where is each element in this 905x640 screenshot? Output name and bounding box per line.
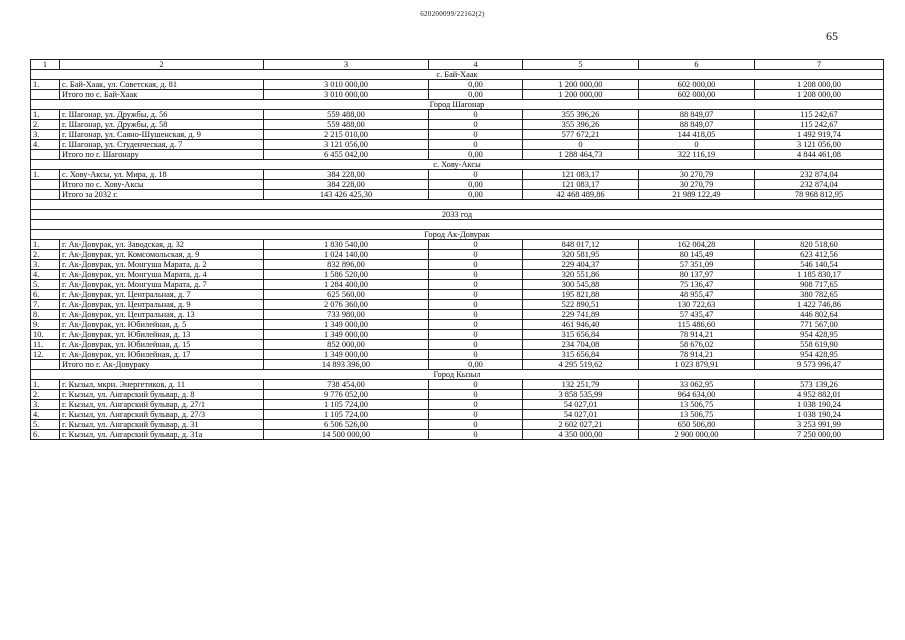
amount-cell: 121 083,17 xyxy=(523,170,639,180)
amount-cell: 1 023 879,91 xyxy=(639,360,755,370)
document-code: 620200099/22162(2) xyxy=(420,10,485,18)
row-number xyxy=(31,360,60,370)
amount-cell: 0 xyxy=(429,380,523,390)
section-title: с. Бай-Хаак xyxy=(31,70,884,80)
amount-cell: 0 xyxy=(429,330,523,340)
table-body xyxy=(31,60,884,440)
table-row xyxy=(31,240,884,250)
amount-cell: 130 722,63 xyxy=(639,300,755,310)
amount-cell: 0 xyxy=(429,120,523,130)
amount-cell: 546 140,54 xyxy=(755,260,884,270)
amount-cell: 80 145,49 xyxy=(639,250,755,260)
amount-cell: 162 004,28 xyxy=(639,240,755,250)
amount-cell: 21 989 122,49 xyxy=(639,190,755,200)
amount-cell: 42 468 489,86 xyxy=(523,190,639,200)
amount-cell: 0 xyxy=(429,140,523,150)
row-number: 3. xyxy=(31,130,60,140)
amount-cell: 7 250 000,00 xyxy=(755,430,884,440)
amount-cell: 852 000,00 xyxy=(264,340,429,350)
column-header: 6 xyxy=(639,60,755,70)
amount-cell: 1 349 000,00 xyxy=(264,330,429,340)
row-number: 4. xyxy=(31,140,60,150)
address-cell: Итого по г. Ак-Довураку xyxy=(60,360,264,370)
section-row xyxy=(31,210,884,220)
table-row xyxy=(31,390,884,400)
address-cell: г. Кызыл, ул. Ангарский бульвар, д. 31а xyxy=(60,430,264,440)
amount-cell: 4 952 882,01 xyxy=(755,390,884,400)
amount-cell: 559 488,00 xyxy=(264,110,429,120)
amount-cell: 9 573 996,47 xyxy=(755,360,884,370)
total-row xyxy=(31,360,884,370)
table-row xyxy=(31,430,884,440)
row-number: 1. xyxy=(31,170,60,180)
amount-cell: 771 567,00 xyxy=(755,320,884,330)
table-row xyxy=(31,260,884,270)
row-number: 6. xyxy=(31,290,60,300)
amount-cell: 1 038 190,24 xyxy=(755,410,884,420)
amount-cell: 1 200 000,00 xyxy=(523,80,639,90)
amount-cell: 121 083,17 xyxy=(523,180,639,190)
amount-cell: 0 xyxy=(429,130,523,140)
amount-cell: 573 139,26 xyxy=(755,380,884,390)
amount-cell: 13 506,75 xyxy=(639,410,755,420)
address-cell: г. Ак-Довурак, ул. Юбилейная, д. 5 xyxy=(60,320,264,330)
amount-cell: 320 551,86 xyxy=(523,270,639,280)
address-cell: г. Ак-Довурак, ул. Монгуша Марата, д. 7 xyxy=(60,280,264,290)
amount-cell: 602 000,00 xyxy=(639,80,755,90)
table-row xyxy=(31,280,884,290)
amount-cell: 54 027,01 xyxy=(523,400,639,410)
row-number xyxy=(31,90,60,100)
total-row xyxy=(31,190,884,200)
address-cell: г. Кызыл, ул. Ангарский бульвар, д. 31 xyxy=(60,420,264,430)
table-row xyxy=(31,320,884,330)
address-cell: г. Кызыл, ул. Ангарский бульвар, д. 27/3 xyxy=(60,410,264,420)
row-number: 10. xyxy=(31,330,60,340)
amount-cell: 1 349 000,00 xyxy=(264,320,429,330)
amount-cell: 650 506,80 xyxy=(639,420,755,430)
amount-cell: 1 830 540,00 xyxy=(264,240,429,250)
amount-cell: 315 656,84 xyxy=(523,350,639,360)
amount-cell: 1 208 000,00 xyxy=(755,80,884,90)
table-row xyxy=(31,350,884,360)
amount-cell: 48 955,47 xyxy=(639,290,755,300)
amount-cell: 461 946,40 xyxy=(523,320,639,330)
amount-cell: 143 426 425,30 xyxy=(264,190,429,200)
amount-cell: 0 xyxy=(429,250,523,260)
table-row xyxy=(31,290,884,300)
row-number: 2. xyxy=(31,250,60,260)
amount-cell: 234 704,08 xyxy=(523,340,639,350)
amount-cell: 733 980,00 xyxy=(264,310,429,320)
amount-cell: 3 121 056,00 xyxy=(264,140,429,150)
amount-cell: 1 185 830,17 xyxy=(755,270,884,280)
row-number: 4. xyxy=(31,270,60,280)
address-cell: Итого по г. Шагонару xyxy=(60,150,264,160)
amount-cell: 0,00 xyxy=(429,90,523,100)
row-number: 5. xyxy=(31,420,60,430)
address-cell: г. Кызыл, ул. Ангарский бульвар, д. 27/1 xyxy=(60,400,264,410)
amount-cell: 144 418,05 xyxy=(639,130,755,140)
amount-cell: 0,00 xyxy=(429,360,523,370)
address-cell: Итого по с. Бай-Хаак xyxy=(60,90,264,100)
amount-cell: 2 602 027,21 xyxy=(523,420,639,430)
address-cell: Итого за 2032 г. xyxy=(60,190,264,200)
row-number: 2. xyxy=(31,120,60,130)
table-row xyxy=(31,130,884,140)
amount-cell: 3 253 991,99 xyxy=(755,420,884,430)
amount-cell: 832 896,00 xyxy=(264,260,429,270)
row-number: 2. xyxy=(31,390,60,400)
row-number: 4. xyxy=(31,410,60,420)
amount-cell: 384 228,00 xyxy=(264,170,429,180)
address-cell: с. Бай-Хаак, ул. Советская, д. 81 xyxy=(60,80,264,90)
amount-cell: 3 010 000,00 xyxy=(264,80,429,90)
amount-cell: 78 914,21 xyxy=(639,350,755,360)
amount-cell: 88 849,07 xyxy=(639,120,755,130)
section-title: 2033 год xyxy=(31,210,884,220)
table-row xyxy=(31,140,884,150)
amount-cell: 0,00 xyxy=(429,150,523,160)
spacer-cell xyxy=(31,200,884,210)
amount-cell: 1 492 919,74 xyxy=(755,130,884,140)
section-row xyxy=(31,70,884,80)
address-cell: г. Ак-Довурак, ул. Центральная, д. 9 xyxy=(60,300,264,310)
amount-cell: 13 506,75 xyxy=(639,400,755,410)
amount-cell: 738 454,00 xyxy=(264,380,429,390)
row-number: 1. xyxy=(31,240,60,250)
table-row xyxy=(31,410,884,420)
amount-cell: 0 xyxy=(429,260,523,270)
amount-cell: 0 xyxy=(429,310,523,320)
address-cell: г. Ак-Довурак, ул. Юбилейная, д. 13 xyxy=(60,330,264,340)
address-cell: г. Ак-Довурак, ул. Центральная, д. 13 xyxy=(60,310,264,320)
address-cell: г. Шагонар, ул. Дружбы, д. 56 xyxy=(60,110,264,120)
table-row xyxy=(31,250,884,260)
table-row xyxy=(31,110,884,120)
table-row xyxy=(31,120,884,130)
amount-cell: 14 500 000,00 xyxy=(264,430,429,440)
section-row xyxy=(31,160,884,170)
total-row xyxy=(31,150,884,160)
column-header: 3 xyxy=(264,60,429,70)
amount-cell: 602 000,00 xyxy=(639,90,755,100)
address-cell: г. Ак-Довурак, ул. Юбилейная, д. 17 xyxy=(60,350,264,360)
table-row xyxy=(31,340,884,350)
row-number: 8. xyxy=(31,310,60,320)
amount-cell: 6 455 042,00 xyxy=(264,150,429,160)
section-title: Город Кызыл xyxy=(31,370,884,380)
amount-cell: 1 288 464,73 xyxy=(523,150,639,160)
page-number: 65 xyxy=(826,29,838,43)
row-number: 9. xyxy=(31,320,60,330)
row-number: 7. xyxy=(31,300,60,310)
amount-cell: 4 844 461,08 xyxy=(755,150,884,160)
amount-cell: 384 228,00 xyxy=(264,180,429,190)
amount-cell: 848 017,12 xyxy=(523,240,639,250)
amount-cell: 232 874,04 xyxy=(755,180,884,190)
amount-cell: 80 137,97 xyxy=(639,270,755,280)
amount-cell: 623 412,56 xyxy=(755,250,884,260)
address-cell: г. Шагонар, ул. Дружбы, д. 58 xyxy=(60,120,264,130)
amount-cell: 0,00 xyxy=(429,80,523,90)
amount-cell: 0 xyxy=(639,140,755,150)
amount-cell: 0 xyxy=(429,420,523,430)
amount-cell: 0 xyxy=(429,240,523,250)
amount-cell: 0 xyxy=(523,140,639,150)
amount-cell: 0 xyxy=(429,290,523,300)
table-row xyxy=(31,270,884,280)
table-row xyxy=(31,310,884,320)
column-header: 4 xyxy=(429,60,523,70)
amount-cell: 3 010 000,00 xyxy=(264,90,429,100)
table-row xyxy=(31,170,884,180)
amount-cell: 0 xyxy=(429,390,523,400)
row-number: 3. xyxy=(31,260,60,270)
row-number: 1. xyxy=(31,380,60,390)
amount-cell: 320 581,95 xyxy=(523,250,639,260)
amount-cell: 0 xyxy=(429,340,523,350)
amount-cell: 964 634,00 xyxy=(639,390,755,400)
amount-cell: 75 136,47 xyxy=(639,280,755,290)
address-cell: г. Кызыл, ул. Ангарский бульвар, д. 8 xyxy=(60,390,264,400)
amount-cell: 0 xyxy=(429,270,523,280)
amount-cell: 229 404,37 xyxy=(523,260,639,270)
amount-cell: 229 741,89 xyxy=(523,310,639,320)
amount-cell: 1 586 520,00 xyxy=(264,270,429,280)
column-header: 7 xyxy=(755,60,884,70)
amount-cell: 1 105 724,00 xyxy=(264,410,429,420)
amount-cell: 908 717,65 xyxy=(755,280,884,290)
amount-cell: 78 914,21 xyxy=(639,330,755,340)
address-cell: г. Шагонар, ул. Студенческая, д. 7 xyxy=(60,140,264,150)
amount-cell: 0 xyxy=(429,410,523,420)
address-cell: г. Ак-Довурак, ул. Центральная, д. 7 xyxy=(60,290,264,300)
amount-cell: 0 xyxy=(429,320,523,330)
amount-cell: 115 486,60 xyxy=(639,320,755,330)
amount-cell: 0,00 xyxy=(429,180,523,190)
table-row xyxy=(31,300,884,310)
header-row xyxy=(31,60,884,70)
amount-cell: 1 200 000,00 xyxy=(523,90,639,100)
amount-cell: 3 858 535,99 xyxy=(523,390,639,400)
amount-cell: 625 560,00 xyxy=(264,290,429,300)
amount-cell: 3 121 056,00 xyxy=(755,140,884,150)
table-row xyxy=(31,400,884,410)
address-cell: с. Хову-Аксы, ул. Мира, д. 18 xyxy=(60,170,264,180)
section-row xyxy=(31,100,884,110)
table-row xyxy=(31,80,884,90)
amount-cell: 0 xyxy=(429,400,523,410)
amount-cell: 0 xyxy=(429,300,523,310)
amount-cell: 1 105 724,00 xyxy=(264,400,429,410)
row-number: 5. xyxy=(31,280,60,290)
amount-cell: 33 062,95 xyxy=(639,380,755,390)
amount-cell: 1 024 140,00 xyxy=(264,250,429,260)
amount-cell: 88 849,07 xyxy=(639,110,755,120)
amount-cell: 115 242,67 xyxy=(755,110,884,120)
amount-cell: 380 782,65 xyxy=(755,290,884,300)
amount-cell: 2 076 360,00 xyxy=(264,300,429,310)
total-row xyxy=(31,180,884,190)
row-number xyxy=(31,180,60,190)
amount-cell: 4 295 519,62 xyxy=(523,360,639,370)
amount-cell: 300 545,88 xyxy=(523,280,639,290)
amount-cell: 195 821,88 xyxy=(523,290,639,300)
table-row xyxy=(31,380,884,390)
amount-cell: 355 396,26 xyxy=(523,120,639,130)
row-number: 12. xyxy=(31,350,60,360)
section-title: с. Хову-Аксы xyxy=(31,160,884,170)
section-row xyxy=(31,370,884,380)
column-header: 5 xyxy=(523,60,639,70)
amount-cell: 57 435,47 xyxy=(639,310,755,320)
row-number: 11. xyxy=(31,340,60,350)
amount-cell: 58 676,02 xyxy=(639,340,755,350)
amount-cell: 9 776 052,00 xyxy=(264,390,429,400)
amount-cell: 1 349 000,00 xyxy=(264,350,429,360)
amount-cell: 577 672,21 xyxy=(523,130,639,140)
amount-cell: 0 xyxy=(429,110,523,120)
address-cell: г. Ак-Довурак, ул. Монгуша Марата, д. 2 xyxy=(60,260,264,270)
row-number: 1. xyxy=(31,110,60,120)
amount-cell: 1 038 190,24 xyxy=(755,400,884,410)
row-number: 1. xyxy=(31,80,60,90)
total-row xyxy=(31,90,884,100)
amount-cell: 0 xyxy=(429,350,523,360)
amount-cell: 30 270,79 xyxy=(639,180,755,190)
row-number xyxy=(31,190,60,200)
amount-cell: 14 893 396,00 xyxy=(264,360,429,370)
amount-cell: 954 428,95 xyxy=(755,350,884,360)
amount-cell: 0,00 xyxy=(429,190,523,200)
amount-cell: 322 116,19 xyxy=(639,150,755,160)
table-row xyxy=(31,330,884,340)
funding-table xyxy=(30,59,884,440)
amount-cell: 30 270,79 xyxy=(639,170,755,180)
amount-cell: 315 656,84 xyxy=(523,330,639,340)
amount-cell: 355 396,26 xyxy=(523,110,639,120)
amount-cell: 0 xyxy=(429,280,523,290)
amount-cell: 559 488,00 xyxy=(264,120,429,130)
column-header: 1 xyxy=(31,60,60,70)
amount-cell: 820 518,60 xyxy=(755,240,884,250)
amount-cell: 132 251,79 xyxy=(523,380,639,390)
amount-cell: 115 242,67 xyxy=(755,120,884,130)
spacer-cell xyxy=(31,220,884,230)
amount-cell: 0 xyxy=(429,170,523,180)
amount-cell: 78 968 812,95 xyxy=(755,190,884,200)
spacer-row xyxy=(31,200,884,210)
amount-cell: 2 900 000,00 xyxy=(639,430,755,440)
amount-cell: 0 xyxy=(429,430,523,440)
address-cell: г. Кызыл, мкрн. Энергетиков, д. 11 xyxy=(60,380,264,390)
row-number xyxy=(31,150,60,160)
address-cell: г. Ак-Довурак, ул. Комсомольская, д. 9 xyxy=(60,250,264,260)
amount-cell: 446 802,64 xyxy=(755,310,884,320)
amount-cell: 232 874,04 xyxy=(755,170,884,180)
amount-cell: 54 027,01 xyxy=(523,410,639,420)
amount-cell: 522 890,51 xyxy=(523,300,639,310)
address-cell: г. Шагонар, ул. Саяно-Шушенская, д. 9 xyxy=(60,130,264,140)
row-number: 3. xyxy=(31,400,60,410)
address-cell: Итого по с. Хову-Аксы xyxy=(60,180,264,190)
address-cell: г. Ак-Довурак, ул. Юбилейная, д. 15 xyxy=(60,340,264,350)
section-title: Город Ак-Довурак xyxy=(31,230,884,240)
spacer-row xyxy=(31,220,884,230)
amount-cell: 1 208 000,00 xyxy=(755,90,884,100)
table-row xyxy=(31,420,884,430)
row-number: 6. xyxy=(31,430,60,440)
amount-cell: 558 619,90 xyxy=(755,340,884,350)
section-row xyxy=(31,230,884,240)
address-cell: г. Ак-Довурак, ул. Монгуша Марата, д. 4 xyxy=(60,270,264,280)
column-header: 2 xyxy=(60,60,264,70)
amount-cell: 954 428,95 xyxy=(755,330,884,340)
amount-cell: 1 284 400,00 xyxy=(264,280,429,290)
address-cell: г. Ак-Довурак, ул. Заводская, д. 32 xyxy=(60,240,264,250)
amount-cell: 6 506 526,00 xyxy=(264,420,429,430)
amount-cell: 1 422 746,86 xyxy=(755,300,884,310)
amount-cell: 2 215 010,00 xyxy=(264,130,429,140)
section-title: Город Шагонар xyxy=(31,100,884,110)
amount-cell: 57 351,09 xyxy=(639,260,755,270)
amount-cell: 4 350 000,00 xyxy=(523,430,639,440)
